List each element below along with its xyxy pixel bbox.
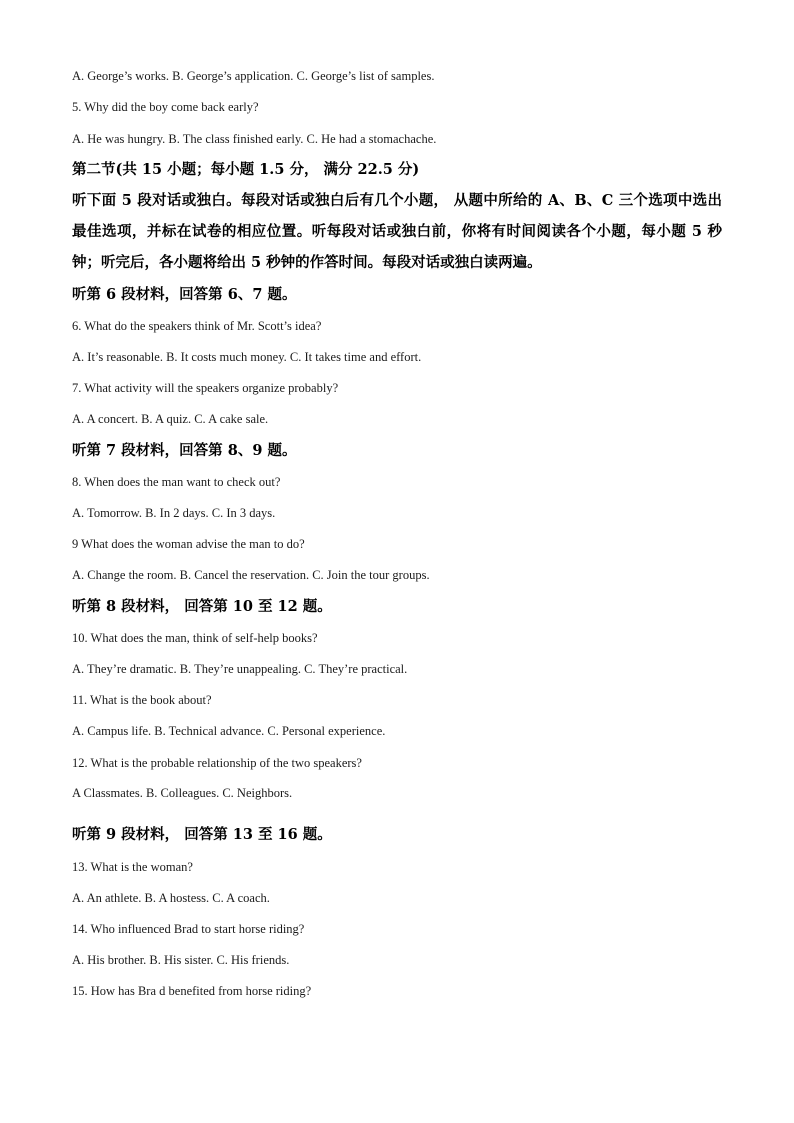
q15-question: 15. How has Bra d benefited from horse riding? [72,984,312,998]
q12-question: 12. What is the probable relationship of the two speakers? [72,756,362,770]
q9-question: 9 What does the woman advise the man to do? [72,537,305,551]
q5-question: 5. Why did the boy come back early? [72,100,259,114]
section-two-heading: 第二节(共 15 小题；每小题 1.5 分， 满分 22.5 分) [72,161,420,178]
q10-options: A. They’re dramatic. B. They’re unappealing. C. They’re practical. [72,662,408,676]
material-9-heading: 听第 9 段材料， 回答第 13 至 16 题。 [72,826,332,843]
q11-question: 11. What is the book about? [72,693,212,707]
q8-question: 8. When does the man want to check out? [72,475,281,489]
q10-question: 10. What does the man, think of self-help books? [72,631,318,645]
q4-options: A. George’s works. B. George’s application. C. George’s list of samples. [72,69,435,83]
q7-options: A. A concert. B. A quiz. C. A cake sale. [72,412,269,426]
q13-question: 13. What is the woman? [72,860,193,874]
section-two-instructions: 听下面 5 段对话或独白。每段对话或独白后有几个小题， 从题中所给的 A、B、C 三个选项中选出最佳选项，并标在试卷的相应位置。听每段对话或独白前，你将有时间阅读各个小题，每小题 5 秒钟；听完后，各小题将给出 5 秒钟的作答时间。每段对话或独白读两遍。 [72,192,722,271]
q11-options: A. Campus life. B. Technical advance. C. Personal experience. [72,724,386,738]
material-7-heading: 听第 7 段材料，回答第 8、9 题。 [72,442,297,459]
q14-question: 14. Who influenced Brad to start horse riding? [72,922,305,936]
q6-question: 6. What do the speakers think of Mr. Scott’s idea? [72,319,322,333]
q14-options: A. His brother. B. His sister. C. His friends. [72,953,290,967]
q9-options: A. Change the room. B. Cancel the reservation. C. Join the tour groups. [72,568,430,582]
q8-options: A. Tomorrow. B. In 2 days. C. In 3 days. [72,506,276,520]
material-8-heading: 听第 8 段材料， 回答第 10 至 12 题。 [72,598,332,615]
q7-question: 7. What activity will the speakers organize probably? [72,381,339,395]
material-6-heading: 听第 6 段材料，回答第 6、7 题。 [72,286,297,303]
q6-options: A. It’s reasonable. B. It costs much money. C. It takes time and effort. [72,350,422,364]
q13-options: A. An athlete. B. A hostess. C. A coach. [72,891,270,905]
q12-options: A Classmates. B. Colleagues. C. Neighbors. [72,786,293,800]
q5-options: A. He was hungry. B. The class finished early. C. He had a stomachache. [72,132,437,146]
